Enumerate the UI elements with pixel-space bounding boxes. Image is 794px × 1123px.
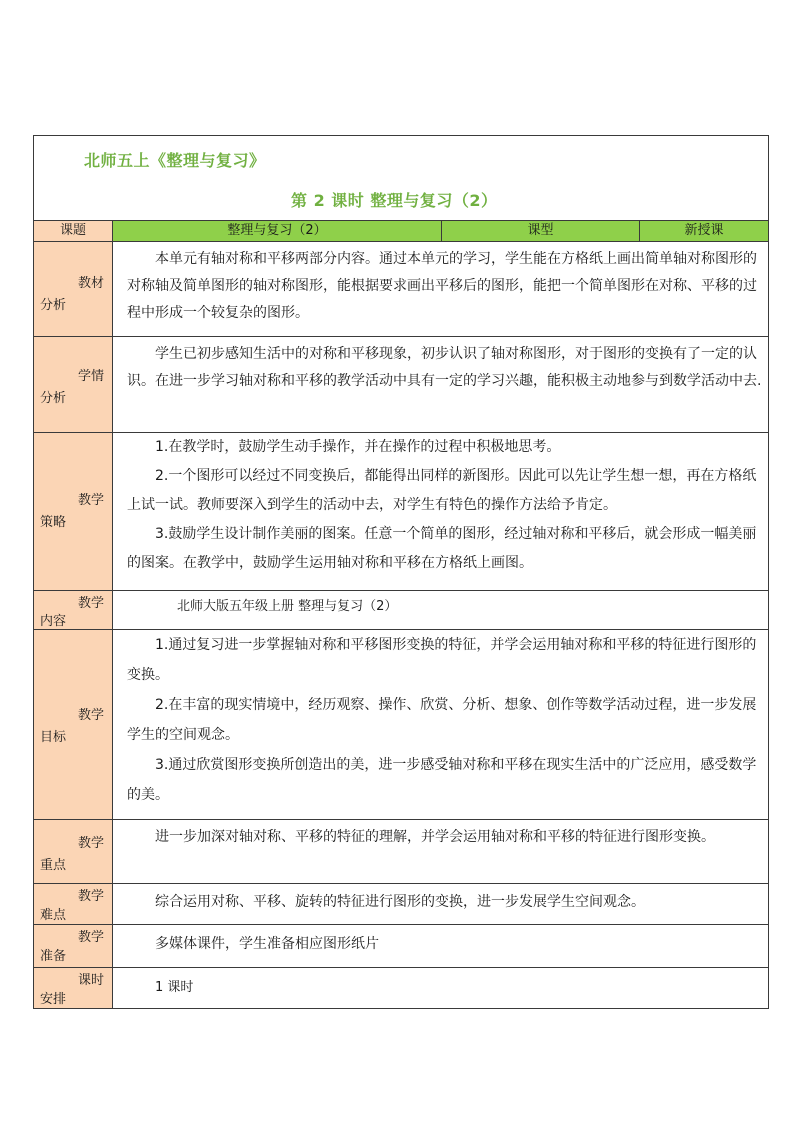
section-paragraph: 2.一个图形可以经过不同变换后，都能得出同样的新图形。因此可以先让学生想一想，再在方格纸上试一试。教师要深入到学生的活动中去，对学生有特色的操作方法给予肯定。: [127, 468, 757, 513]
section-paragraph: 1.在教学时，鼓励学生动手操作，并在操作的过程中积极地思考。: [155, 439, 561, 455]
course-type-value: 新授课: [640, 221, 768, 241]
section-label: [34, 968, 113, 1008]
section-label-line2: 策略: [40, 515, 67, 530]
section-paragraph: 2.在丰富的现实情境中，经历观察、操作、欣赏、分析、想象、创作等数学活动过程，进一步发展学生的空间观念。: [127, 697, 757, 743]
section-row: [34, 242, 768, 337]
section-label: [34, 925, 113, 967]
section-label-line2: 准备: [40, 949, 67, 964]
section-label-line1: 教学: [77, 596, 104, 611]
section-row: [34, 925, 768, 968]
topic-row: [34, 221, 768, 242]
section-label-line1: 教材: [77, 276, 104, 291]
section-label-line1: 教学: [77, 889, 104, 904]
section-paragraph: 综合运用对称、平移、旋转的特征进行图形的变换，进一步发展学生空间观念。: [155, 894, 645, 910]
section-label-line1: 课时: [77, 973, 104, 988]
section-label: [34, 884, 113, 924]
section-row: [34, 968, 768, 1008]
lesson-plan-table: [33, 135, 769, 1009]
section-label-line1: 学情: [77, 369, 104, 384]
section-paragraph: 3.鼓励学生设计制作美丽的图案。任意一个简单的图形，经过轴对称和平移后，就会形成一幅美丽的图案。在教学中，鼓励学生运用轴对称和平移在方格纸上画图。: [127, 526, 757, 571]
topic-value: 整理与复习（2）: [113, 221, 442, 241]
section-content: [113, 433, 768, 590]
section-content: [113, 242, 768, 336]
section-label-line1: 教学: [77, 708, 104, 723]
section-label-line1: 教学: [77, 930, 104, 945]
section-label-line2: 目标: [40, 730, 67, 745]
section-label: [34, 433, 113, 590]
section-row: [34, 630, 768, 820]
section-paragraph: 进一步加深对轴对称、平移的特征的理解，并学会运用轴对称和平移的特征进行图形变换。: [155, 829, 715, 845]
section-row: [34, 591, 768, 630]
section-row: [34, 433, 768, 591]
section-label-line2: 内容: [40, 614, 67, 629]
section-label-line2: 重点: [40, 858, 67, 873]
section-paragraph: 多媒体课件，学生准备相应图形纸片: [155, 936, 379, 952]
section-label-line1: 教学: [77, 493, 104, 508]
section-paragraph: 1.通过复习进一步掌握轴对称和平移图形变换的特征，并学会运用轴对称和平移的特征进行图形的变换。: [127, 637, 757, 683]
section-label-line2: 难点: [40, 908, 67, 923]
section-label: [34, 591, 113, 629]
section-label-line2: 分析: [40, 391, 67, 406]
section-content: [113, 968, 768, 1008]
section-content: [113, 884, 768, 924]
section-label: [34, 630, 113, 819]
section-label-line2: 分析: [40, 298, 67, 313]
section-content: [113, 630, 768, 819]
section-content: [113, 820, 768, 883]
section-paragraph: 3.通过欣赏图形变换所创造出的美，进一步感受轴对称和平移在现实生活中的广泛应用，感受数学的美。: [127, 757, 757, 803]
section-paragraph: 本单元有轴对称和平移两部分内容。通过本单元的学习，学生能在方格纸上画出简单轴对称图形的对称轴及简单图形的轴对称图形，能根据要求画出平移后的图形，能把一个简单图形在对称、平移的过程中形成一个较复杂的图形。: [127, 251, 757, 321]
course-type-label: 课型: [442, 221, 640, 241]
section-label-line2: 安排: [40, 992, 67, 1007]
section-label: [34, 820, 113, 883]
section-content: [113, 337, 768, 432]
section-content: [113, 591, 768, 629]
section-paragraph: 北师大版五年级上册 整理与复习（2）: [177, 599, 398, 614]
section-row: [34, 884, 768, 925]
lesson-subtitle: 第 2 课时 整理与复习（2）: [291, 191, 498, 210]
section-row: [34, 337, 768, 433]
document-title: 北师五上《整理与复习》: [84, 151, 266, 170]
title-block: [34, 136, 768, 221]
section-content: [113, 925, 768, 967]
section-paragraph: 1 课时: [155, 980, 194, 995]
section-paragraph: 学生已初步感知生活中的对称和平移现象，初步认识了轴对称图形，对于图形的变换有了一定的认识。在进一步学习轴对称和平移的教学活动中具有一定的学习兴趣，能积极主动地参与到数学活动中去.: [127, 346, 762, 389]
section-label: [34, 337, 113, 432]
section-label-line1: 教学: [77, 836, 104, 851]
section-label: [34, 242, 113, 336]
section-row: [34, 820, 768, 884]
topic-label: 课题: [34, 221, 113, 241]
